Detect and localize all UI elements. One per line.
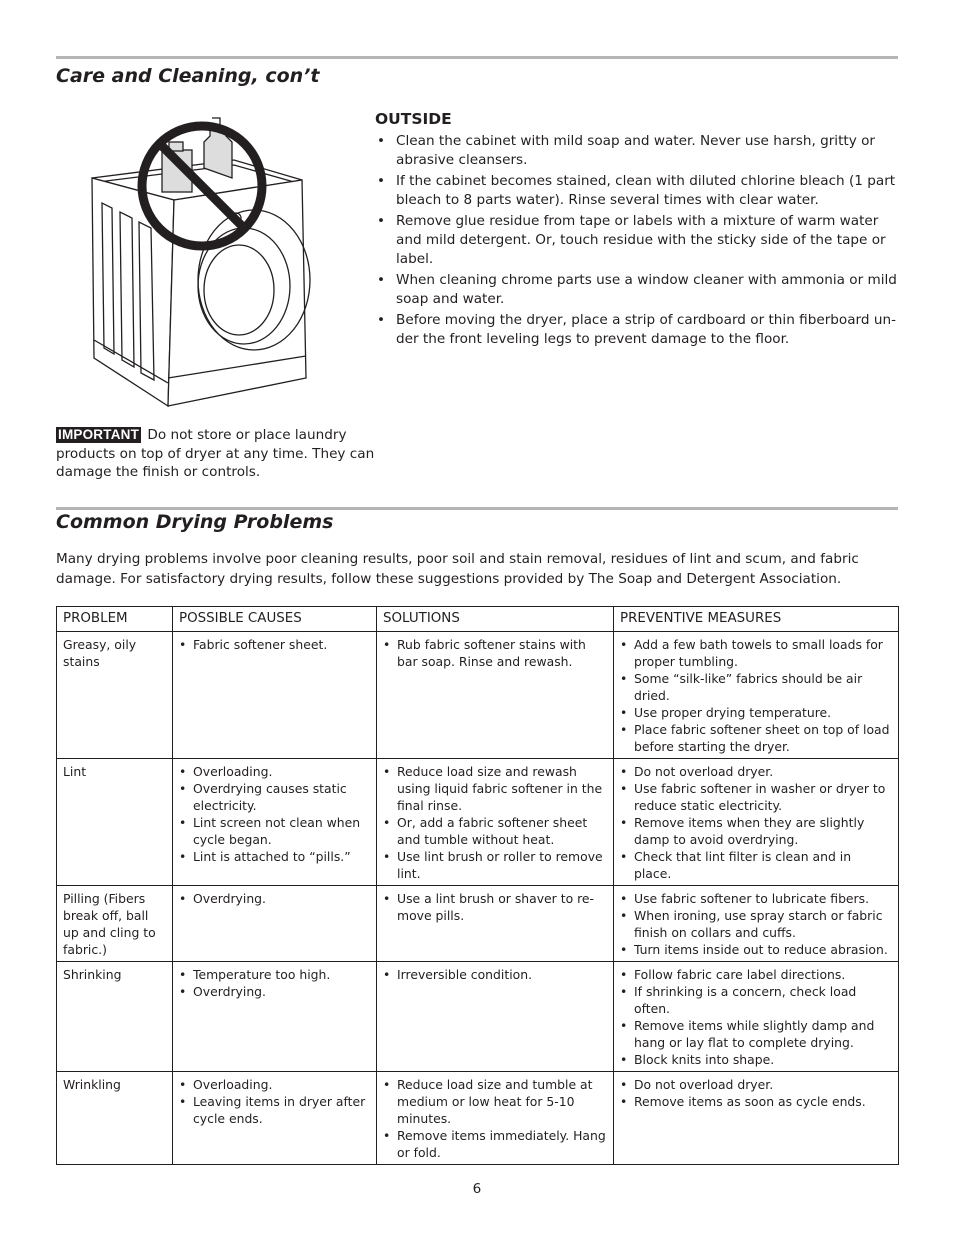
measures-cell [614,962,899,1072]
top-rule [56,56,898,59]
table-row [57,759,899,886]
header-solutions: SOLUTIONS [377,607,614,632]
list-item: • Irreversible condition. [383,966,607,983]
header-causes: POSSIBLE CAUSES [173,607,377,632]
solutions-cell [377,759,614,886]
outside-section [375,110,900,352]
list-item: • Overdrying. [179,983,370,1000]
list-item: • Block knits into shape. [620,1051,892,1068]
list-item: • Remove items immediately. Hang or fold. [383,1127,607,1161]
list-item: • Remove glue residue from tape or labels with a mixture of warm water and mild detergent. Or, touch residue with the sticky side of the tape or label. [375,212,900,268]
table-row [57,632,899,759]
list-item: • Rub fabric softener stains with bar soap. Rinse and rewash. [383,636,607,670]
table-body [57,632,899,1165]
list-item: • Overloading. [179,1076,370,1093]
important-text: Do not store or place laundry products on top of dryer at any time. They can damage the finish or controls. [56,427,375,481]
list-item: • Or, add a fabric softener sheet and tumble without heat. [383,814,607,848]
list-item: • Reduce load size and tumble at medium or low heat for 5-10 minutes. [383,1076,607,1127]
measures-cell [614,632,899,759]
drying-problems-title: Common Drying Problems [56,511,334,533]
list-item: • Use proper drying temperature. [620,704,892,721]
list-item: • Overdrying. [179,890,370,907]
list-item: • Remove items as soon as cycle ends. [620,1093,892,1110]
problem-cell: Pilling (Fibers break off, ball up and cling to fabric.) [57,886,173,962]
drying-problems-table [56,606,899,1165]
list-item: • Leaving items in dryer after cycle ends. [179,1093,370,1127]
list-item: • Use fabric softener in washer or dryer to reduce static electricity. [620,780,892,814]
list-item: • Do not overload dryer. [620,763,892,780]
list-item: • Some “silk-like” fabrics should be air dried. [620,670,892,704]
list-item: • If shrinking is a concern, check load often. [620,983,892,1017]
page-number: 6 [472,1181,482,1197]
outside-heading: OUTSIDE [375,110,452,128]
list-item: • Fabric softener sheet. [179,636,370,653]
measures-cell [614,886,899,962]
problem-cell: Shrinking [57,962,173,1072]
list-item: • Turn items inside out to reduce abrasion. [620,941,892,958]
dryer-no-products-illustration [84,108,314,413]
list-item: • Temperature too high. [179,966,370,983]
measures-cell [614,759,899,886]
important-badge: IMPORTANT [58,427,140,442]
problem-cell: Greasy, oily stains [57,632,173,759]
list-item: • When cleaning chrome parts use a window cleaner with ammonia or mild soap and water. [375,271,900,308]
list-item: • Before moving the dryer, place a strip of cardboard or thin fiberboard un-der the front leveling legs to prevent damage to the floor. [375,311,900,348]
list-item: • Use fabric softener to lubricate fibers. [620,890,892,907]
list-item: • When ironing, use spray starch or fabric finish on collars and cuffs. [620,907,892,941]
list-item: • Check that lint filter is clean and in place. [620,848,892,882]
causes-cell [173,632,377,759]
important-note [56,426,376,482]
problem-cell: Wrinkling [57,1072,173,1165]
list-item: • Lint screen not clean when cycle began. [179,814,370,848]
causes-cell [173,1072,377,1165]
section-rule [56,507,898,510]
list-item: • Place fabric softener sheet on top of load before starting the dryer. [620,721,892,755]
problem-cell: Lint [57,759,173,886]
outside-list [375,132,900,349]
solutions-cell [377,632,614,759]
list-item: • Lint is attached to “pills.” [179,848,370,865]
list-item: • Remove items while slightly damp and hang or lay flat to complete drying. [620,1017,892,1051]
causes-cell [173,759,377,886]
solutions-cell [377,962,614,1072]
causes-cell [173,962,377,1072]
list-item: • Add a few bath towels to small loads for proper tumbling. [620,636,892,670]
list-item: • Overloading. [179,763,370,780]
list-item: • Remove items when they are slightly damp to avoid overdrying. [620,814,892,848]
list-item: • Clean the cabinet with mild soap and water. Never use harsh, gritty or abrasive cleansers. [375,132,900,169]
table-row [57,962,899,1072]
list-item: • Overdrying causes static electricity. [179,780,370,814]
list-item: • Do not overload dryer. [620,1076,892,1093]
table-row [57,886,899,962]
intro-paragraph: Many drying problems involve poor cleaning results, poor soil and stain removal, residues of lint and scum, and fabric damage. For satisfactory drying results, follow these suggestions provided by The Soap and Detergent Association. [56,551,859,587]
list-item: • Reduce load size and rewash using liquid fabric softener in the final rinse. [383,763,607,814]
solutions-cell [377,1072,614,1165]
header-problem: PROBLEM [57,607,173,632]
causes-cell [173,886,377,962]
list-item: • Follow fabric care label directions. [620,966,892,983]
list-item: • If the cabinet becomes stained, clean with diluted chlorine bleach (1 part bleach to 8 parts water). Rinse several times with clear water. [375,172,900,209]
list-item: • Use a lint brush or shaver to re-move pills. [383,890,607,924]
table-row [57,1072,899,1165]
measures-cell [614,1072,899,1165]
solutions-cell [377,886,614,962]
care-cleaning-title: Care and Cleaning, con’t [56,65,320,87]
header-measures: PREVENTIVE MEASURES [614,607,899,632]
table-header-row [57,607,899,632]
list-item: • Use lint brush or roller to remove lint. [383,848,607,882]
